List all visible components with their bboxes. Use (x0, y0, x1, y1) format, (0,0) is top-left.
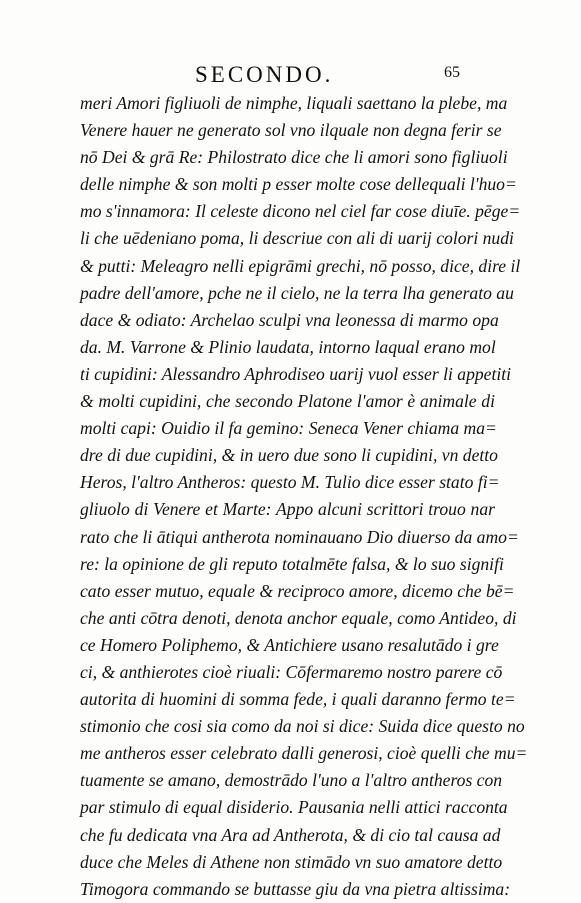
text-line: ci, & anthierotes cioè riuali: Cōfermaremo nostro parere cō (80, 661, 503, 682)
text-line: ti cupidini: Alessandro Aphrodiseo uarij vuol esser li appetiti (80, 363, 512, 384)
text-line: li che uēdeniano poma, li descriue con ali di uarij colori nudi (80, 228, 514, 249)
text-line: che fu dedicata vna Ara ad Antherota, & di cio tal causa ad (80, 824, 501, 845)
text-line: mo s'innamora: Il celeste dicono nel ciel far cose diuīe. pēge= (80, 201, 521, 222)
text-line: & putti: Meleagro nelli epigrāmi grechi, nō posso, dice, dire il (80, 255, 521, 276)
text-line: duce che Meles di Athene non stimādo vn suo amatore detto (80, 851, 503, 872)
text-line: dace & odiato: Archelao sculpi vna leonessa di marmo opa (80, 309, 499, 330)
text-line: che anti cōtra denoti, denota anchor equale, como Antideo, di (80, 607, 517, 628)
text-line: stimonio che cosi sia como da noi si dice: Suida dice questo no (80, 716, 525, 737)
body-text (80, 90, 528, 903)
running-title: SECONDO. (195, 62, 334, 87)
text-line: autorita di huomini di somma fede, i quali daranno fermo te= (80, 689, 516, 710)
text-line: ce Homero Poliphemo, & Antichiere usano resalutādo i gre (80, 634, 499, 655)
text-line: rato che li ātiqui antherota nominauano Dio diuerso da amo= (80, 526, 519, 547)
text-line: molti capi: Ouidio il fa gemino: Seneca Vener chiama ma= (80, 418, 497, 439)
text-line: delle nimphe & son molti p esser molte cose dellequali l'huo= (80, 174, 517, 195)
text-line: cato esser mutuo, equale & reciproco amore, dicemo che bē= (80, 580, 515, 601)
text-line: Venere hauer ne generato sol vno ilquale non degna ferir se (80, 120, 502, 141)
text-line: par stimulo di equal disiderio. Pausania nelli attici racconta (80, 797, 508, 818)
text-line: nō Dei & grā Re: Philostrato dice che li amori sono figliuoli (80, 147, 508, 168)
text-line: da. M. Varrone & Plinio laudata, intorno laqual erano mol (80, 336, 496, 357)
text-line: me antheros esser celebrato dalli generosi, cioè quelli che mu= (80, 743, 528, 764)
text-line: gliuolo di Venere et Marte: Appo alcuni scrittori trouo nar (80, 499, 495, 520)
text-line: dre di due cupidini, & in uero due sono li cupidini, vn detto (80, 445, 498, 466)
page-number: 65 (444, 64, 460, 81)
text-line: Timogora commando se buttasse giu da vna pietra altissima: (80, 878, 511, 899)
text-line: & molti cupidini, che secondo Platone l'amor è animale di (80, 391, 495, 412)
text-line: Heros, l'altro Antheros: questo M. Tulio dice esser stato fi= (80, 472, 500, 493)
text-line: tuamente se amano, demostrādo l'uno a l'altro antheros con (80, 770, 503, 791)
text-line: padre dell'amore, pche ne il cielo, ne la terra lha generato au (80, 282, 514, 303)
text-line: meri Amori figliuoli de nimphe, liquali saettano la plebe, ma (80, 93, 508, 113)
text-line: re: la opinione de gli reputo totalmēte falsa, & lo suo signifi (80, 553, 504, 574)
